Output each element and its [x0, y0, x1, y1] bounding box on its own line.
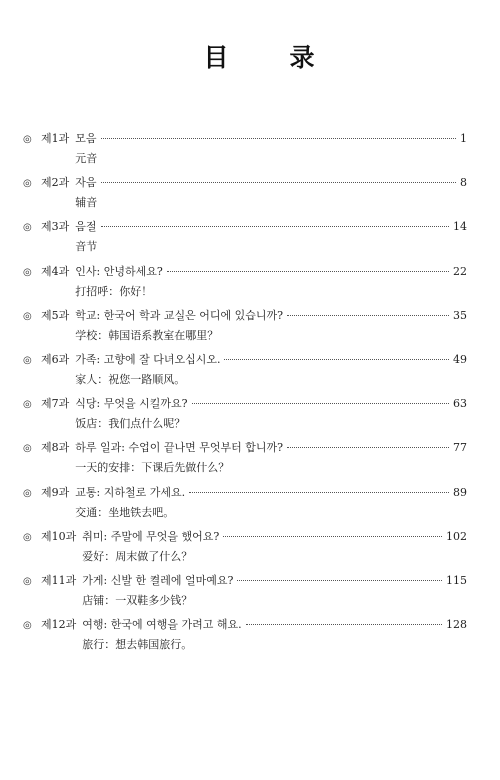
- chapter-number: 제8과: [41, 441, 70, 455]
- dot-leader: [101, 138, 456, 139]
- dot-leader: [101, 226, 449, 227]
- toc-entry[interactable]: [0, 308, 500, 352]
- toc-entry-line: [23, 308, 467, 324]
- chapter-title-chinese: 辅音: [75, 196, 98, 210]
- chapter-number: 제7과: [41, 397, 70, 411]
- chapter-number: 제5과: [41, 308, 70, 322]
- page-number: 1: [460, 132, 467, 145]
- page-number: 35: [453, 308, 467, 322]
- dot-leader: [101, 182, 456, 183]
- dot-leader: [167, 271, 449, 272]
- toc-entry-line: [23, 573, 467, 589]
- chapter-number: 제9과: [41, 485, 70, 499]
- toc-entry-line: [23, 529, 467, 545]
- chapter-number: 제10과: [41, 529, 77, 543]
- chapter-number: 제2과: [41, 176, 70, 190]
- toc-entry-line: [23, 485, 467, 501]
- chapter-number: 제12과: [41, 618, 77, 632]
- dot-leader: [287, 315, 449, 316]
- page-number: 63: [453, 397, 467, 411]
- page-number: 8: [460, 176, 467, 190]
- page-number: 89: [453, 485, 467, 499]
- dot-leader: [223, 536, 442, 537]
- chapter-number: 제6과: [41, 352, 70, 366]
- dot-leader: [287, 447, 449, 448]
- toc-entry-line: [23, 131, 467, 147]
- toc-entry[interactable]: [0, 131, 500, 175]
- dot-leader: [189, 492, 449, 493]
- page-number: 115: [446, 573, 467, 587]
- toc-entry[interactable]: [0, 264, 500, 308]
- toc-entry[interactable]: [0, 573, 500, 617]
- chapter-title-chinese: 一天的安排：下课后先做什么？: [75, 461, 230, 475]
- chapter-title-korean: 인사: 안녕하세요?: [75, 264, 163, 278]
- chapter-title-chinese: 学校：韩国语系教室在哪里？: [75, 328, 219, 342]
- chapter-title-korean: 취미: 주말에 무엇을 했어요?: [82, 529, 220, 543]
- toc-entry-line: [23, 219, 467, 235]
- chapter-title-chinese: 饭店：我们点什么呢？: [75, 417, 186, 431]
- bullet-icon: ◎: [23, 354, 32, 366]
- chapter-title-korean: 모음: [75, 132, 97, 145]
- chapter-number: 제3과: [41, 220, 70, 234]
- page-number: 77: [453, 441, 467, 455]
- toc-entry[interactable]: [0, 529, 500, 573]
- dot-leader: [237, 580, 442, 581]
- toc-entry[interactable]: [0, 396, 500, 440]
- chapter-title-chinese: 打招呼：你好！: [75, 284, 153, 298]
- toc-entry[interactable]: [0, 219, 500, 263]
- page-number: 102: [446, 529, 467, 543]
- bullet-icon: ◎: [23, 575, 32, 587]
- bullet-icon: ◎: [23, 310, 32, 322]
- chapter-title-korean: 학교: 한국어 학과 교실은 어디에 있습니까?: [75, 308, 283, 322]
- chapter-title-korean: 가게: 신발 한 켤레에 얼마예요?: [82, 573, 234, 587]
- chapter-title-chinese: 音节: [75, 240, 98, 254]
- chapter-title-korean: 여행: 한국에 여행을 가려고 해요.: [82, 618, 242, 632]
- dot-leader: [192, 403, 450, 404]
- bullet-icon: ◎: [23, 620, 32, 632]
- page-number: 128: [446, 618, 467, 632]
- toc-entry-line: [23, 617, 467, 633]
- toc-entry-line: [23, 440, 467, 456]
- chapter-title-chinese: 交通：坐地铁去吧。: [75, 505, 175, 519]
- bullet-icon: ◎: [23, 134, 32, 145]
- chapter-title-chinese: 爱好：周末做了什么？: [82, 549, 193, 563]
- page-number: 14: [453, 220, 467, 234]
- chapter-title-chinese: 旅行：想去韩国旅行。: [82, 638, 193, 652]
- toc-entry[interactable]: [0, 440, 500, 484]
- toc-entry[interactable]: [0, 175, 500, 219]
- page-title: 目 录: [203, 43, 333, 72]
- dot-leader: [246, 624, 442, 625]
- chapter-number: 제4과: [41, 264, 70, 278]
- bullet-icon: ◎: [23, 531, 32, 543]
- bullet-icon: ◎: [23, 487, 32, 499]
- chapter-title-chinese: 元音: [75, 152, 98, 165]
- bullet-icon: ◎: [23, 266, 32, 278]
- bullet-icon: ◎: [23, 222, 32, 234]
- bullet-icon: ◎: [23, 178, 32, 190]
- chapter-number: 제11과: [41, 573, 77, 587]
- table-of-contents: [0, 131, 500, 661]
- bullet-icon: ◎: [23, 443, 32, 455]
- toc-entry[interactable]: [0, 352, 500, 396]
- toc-entry-line: [23, 396, 467, 412]
- chapter-title-korean: 교통: 지하철로 가세요.: [75, 485, 186, 499]
- toc-entry-line: [23, 352, 467, 368]
- chapter-title-korean: 하루 일과: 수업이 끝나면 무엇부터 합니까?: [75, 441, 283, 455]
- dot-leader: [224, 359, 449, 360]
- chapter-title-korean: 식당: 무엇을 시킬까요?: [75, 397, 188, 411]
- toc-entry[interactable]: [0, 617, 500, 661]
- chapter-title-korean: 가족: 고향에 잘 다녀오십시오.: [75, 352, 221, 366]
- chapter-number: 제1과: [41, 132, 70, 145]
- chapter-title-chinese: 家人：祝您一路顺风。: [75, 372, 186, 386]
- toc-entry-line: [23, 264, 467, 280]
- toc-entry[interactable]: [0, 485, 500, 529]
- page-number: 22: [453, 264, 467, 278]
- chapter-title-chinese: 店铺：一双鞋多少钱？: [82, 593, 193, 607]
- page-number: 49: [453, 352, 467, 366]
- toc-entry-line: [23, 175, 467, 191]
- bullet-icon: ◎: [23, 399, 32, 411]
- chapter-title-korean: 음절: [75, 220, 97, 234]
- chapter-title-korean: 자음: [75, 176, 97, 190]
